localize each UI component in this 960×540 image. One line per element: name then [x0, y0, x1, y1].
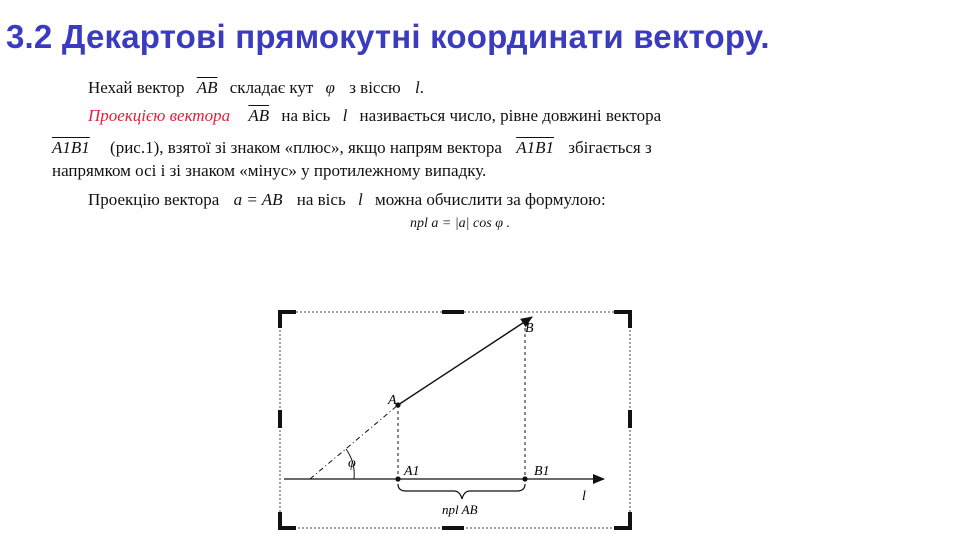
point-a1	[395, 476, 400, 481]
label-l: l	[582, 489, 586, 504]
slide-title: 3.2 Декартові прямокутні координати вектору.	[6, 18, 770, 55]
text-line-3: A1B1 (рис.1), взятої зі знаком «плюс», якщо напрям вектора A1B1 збігається з	[52, 138, 652, 157]
projection-formula: npl a = |a| cos φ .	[410, 216, 510, 231]
vector-ab-arrow	[398, 317, 532, 405]
text-line-1: Нехай вектор $\overline{AB}$ складає кут φ з віссю l.	[88, 78, 424, 97]
axis-l: l	[414, 78, 420, 97]
label-phi: φ	[348, 456, 356, 471]
selection-handles	[280, 312, 630, 528]
label-b1: B1	[534, 464, 550, 479]
axis-l: l	[342, 106, 348, 125]
label-a1: A1	[404, 464, 420, 479]
vector-ab: $\overline{AB}$	[248, 106, 270, 125]
text-line-5: Проекцію вектора a = AB на вісь l можна обчислити за формулою:	[88, 190, 606, 209]
label-a: A	[388, 393, 397, 408]
definition-term: Проекцією вектора	[88, 106, 231, 125]
vector-ab: $\overline{AB}$	[196, 78, 218, 97]
label-b: B	[525, 321, 534, 336]
point-b1	[522, 476, 527, 481]
axis-l: l	[357, 190, 363, 209]
diagram-svg	[276, 308, 636, 534]
projection-brace	[398, 484, 525, 499]
vector-a1b1: A1B1	[52, 138, 90, 157]
angle-phi: φ	[325, 78, 335, 97]
label-projection: npl AB	[442, 502, 478, 517]
text-line-4: напрямком осі і зі знаком «мінус» у протилежному випадку.	[52, 161, 487, 180]
text-line-2: Проекцією вектора $\overline{AB}$ на вісь l називається число, рівне довжині вектора	[88, 106, 662, 125]
figure-frame	[280, 312, 630, 528]
vector-a1b1: A1B1	[516, 138, 554, 157]
figure-projection-diagram	[276, 308, 636, 539]
vector-a-equals-ab: a = AB	[233, 190, 283, 209]
